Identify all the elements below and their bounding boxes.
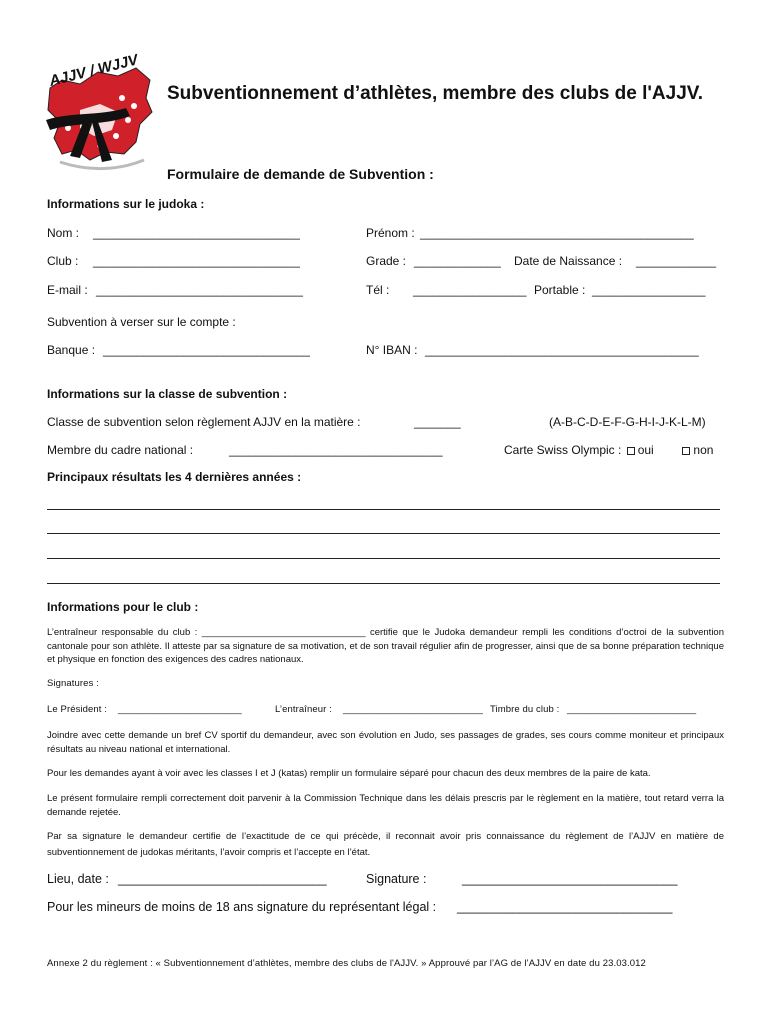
email-label: E-mail :	[47, 283, 88, 297]
non-label: non	[693, 443, 714, 457]
president-field[interactable]: _______________________	[118, 704, 242, 715]
delai-instruction: Le présent formulaire rempli correctement doit parvenir à la Commission Technique dans les délais prescris par le règlement en la matière, tout retard verra la demande rejetée.	[47, 793, 724, 818]
timbre-field[interactable]: ________________________	[567, 704, 697, 715]
tel-field[interactable]: _________________	[413, 283, 527, 297]
banque-label: Banque :	[47, 343, 96, 357]
classe-options: (A-B-C-D-E-F-G-H-I-J-K-L-M)	[549, 415, 706, 429]
logo-text: AJJV / WJJV	[47, 51, 140, 90]
timbre-label: Timbre du club :	[490, 704, 560, 715]
page-title: Subventionnement d’athlètes, membre des clubs de l'AJJV.	[167, 83, 703, 104]
resultats-line-4[interactable]	[47, 583, 720, 584]
portable-label: Portable :	[534, 283, 586, 297]
entraineur-field[interactable]: __________________________	[343, 704, 483, 715]
non-checkbox[interactable]	[682, 447, 690, 455]
ajjv-logo	[40, 50, 158, 175]
cadre-field[interactable]: ________________________________	[229, 443, 443, 457]
grade-label: Grade :	[366, 254, 407, 268]
entraineur-label: L’entraîneur :	[275, 704, 332, 715]
cadre-label: Membre du cadre national :	[47, 443, 194, 457]
compte-label: Subvention à verser sur le compte :	[47, 315, 236, 329]
prenom-field[interactable]: _________________________________________	[420, 226, 694, 240]
annexe-footer: Annexe 2 du règlement : « Subventionnement d’athlètes, membre des clubs de l'AJJV. » Approuvé par l’AG de l’AJJV en date du 23.03.012	[47, 958, 646, 969]
swiss-olympic-group	[504, 443, 713, 457]
resultats-line-3[interactable]	[47, 558, 720, 559]
iban-field[interactable]: _________________________________________	[425, 343, 699, 357]
signatures-label: Signatures :	[47, 678, 99, 689]
entraineur-certification: L’entraîneur responsable du club : _______________________________ certifie que le Judoka demandeur rempli les conditions d’octroi de la subvention cantonale pour son athlète. Il atteste par sa signature de sa motivation, et de son travail régulier afin de progresser, ainsi que de sa bonne préparation technique et physique en fonction des exigences des cadres nationaux.	[47, 627, 724, 665]
kata-instruction: Pour les demandes ayant à voir avec les classes I et J (katas) remplir un formulaire séparé pour chacun des deux membres de la paire de kata.	[47, 768, 651, 779]
portable-field[interactable]: _________________	[592, 283, 706, 297]
oui-label: oui	[637, 443, 654, 457]
club-label: Club :	[47, 254, 79, 268]
section-club-heading: Informations pour le club :	[47, 600, 199, 614]
certification-text: Par sa signature le demandeur certifie de l’exactitude de ce qui précède, il reconnait avoir pris connaissance du règlement de l’AJJV en matière de subventionnement de judokas méritants, l’avoir compris et l’accepte en l’état.	[47, 831, 724, 858]
signature-label: Signature :	[366, 872, 427, 886]
mineurs-label: Pour les mineurs de moins de 18 ans signature du représentant légal :	[47, 900, 437, 914]
president-label: Le Président :	[47, 704, 108, 715]
representant-field[interactable]: _______________________________	[457, 900, 673, 914]
section-classe-heading: Informations sur la classe de subvention :	[47, 387, 288, 401]
resultats-line-1[interactable]	[47, 509, 720, 510]
prenom-label: Prénom :	[366, 226, 415, 240]
section-judoka-heading: Informations sur le judoka :	[47, 197, 205, 211]
tel-label: Tél :	[366, 283, 390, 297]
classe-label: Classe de subvention selon règlement AJJV en la matière :	[47, 415, 361, 429]
banque-field[interactable]: _______________________________	[103, 343, 310, 357]
iban-label: N° IBAN :	[366, 343, 418, 357]
form-subtitle: Formulaire de demande de Subvention :	[167, 166, 434, 182]
naissance-field[interactable]: ____________	[636, 254, 717, 268]
classe-field[interactable]: _______	[414, 415, 461, 429]
club-field[interactable]: _______________________________	[93, 254, 300, 268]
section-resultats-heading: Principaux résultats les 4 dernières années :	[47, 470, 302, 484]
lieu-date-field[interactable]: ______________________________	[118, 872, 327, 886]
nom-label: Nom :	[47, 226, 80, 240]
email-field[interactable]: _______________________________	[96, 283, 303, 297]
resultats-line-2[interactable]	[47, 533, 720, 534]
naissance-label: Date de Naissance :	[514, 254, 623, 268]
signature-field[interactable]: _______________________________	[462, 872, 678, 886]
oui-checkbox[interactable]	[627, 447, 635, 455]
nom-field[interactable]: _______________________________	[93, 226, 300, 240]
lieu-date-label: Lieu, date :	[47, 872, 109, 886]
swiss-olympic-label: Carte Swiss Olympic :	[504, 443, 622, 457]
grade-field[interactable]: _____________	[414, 254, 501, 268]
cv-instruction: Joindre avec cette demande un bref CV sportif du demandeur, avec son évolution en Judo, ses passages de grades, ses cours comme moniteur et principaux résultats au niveau national et international.	[47, 730, 724, 755]
